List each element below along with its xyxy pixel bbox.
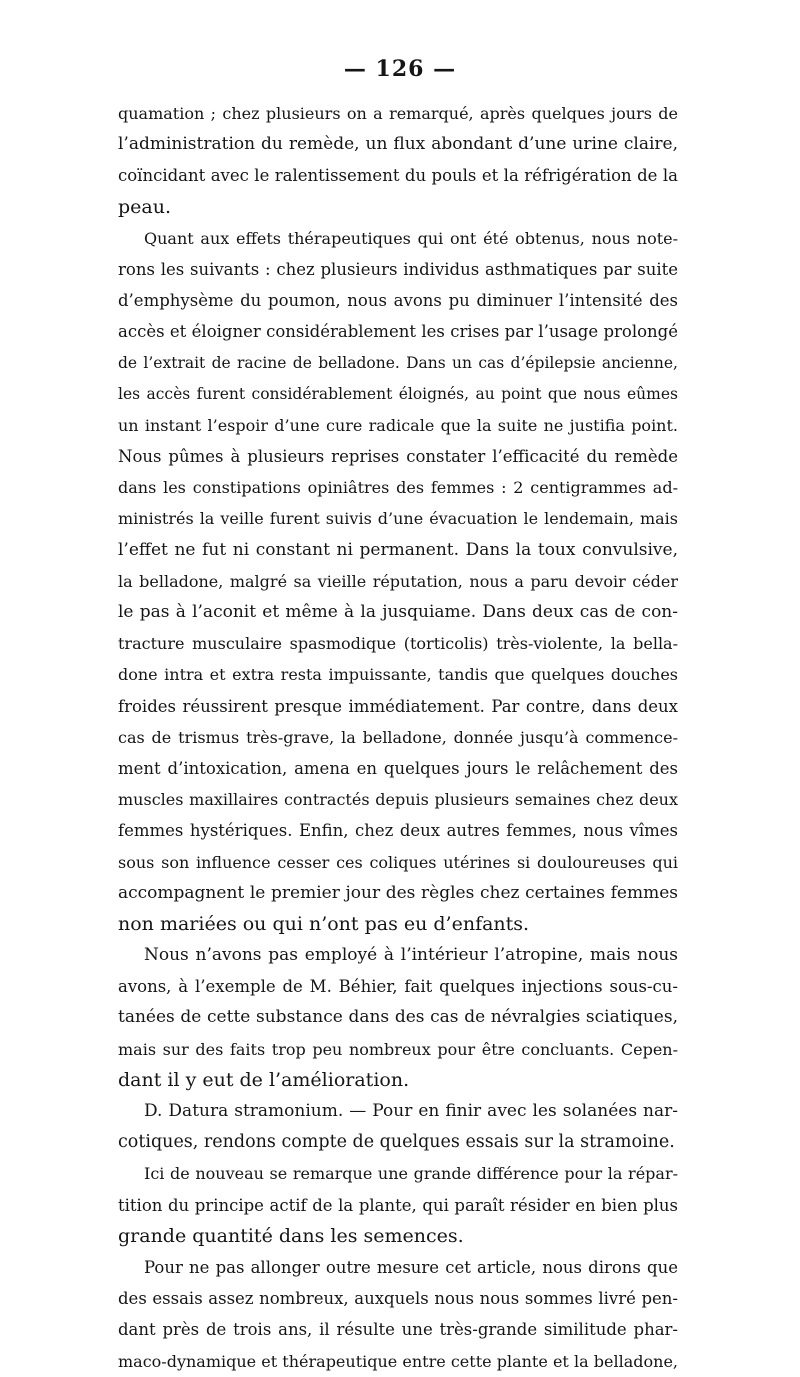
text-line: ment d’intoxication, amena en quelques jours le relâchement des xyxy=(118,758,678,778)
text-line: sous son influence cesser ces coliques utérines si douloureuses qui xyxy=(118,852,678,872)
text-line: cas de trismus très-grave, la belladone, donnée jusqu’à commence- xyxy=(118,727,678,747)
text-line: tanées de cette substance dans des cas de névralgies sciatiques, xyxy=(118,1007,678,1028)
text-line: peau. xyxy=(118,195,172,218)
text-line: l’administration du remède, un flux abondant d’une urine claire, xyxy=(118,134,678,155)
text-line: coïncidant avec le ralentissement du pouls et la réfrigération de la xyxy=(118,166,678,186)
page-number: — 126 — xyxy=(343,56,457,82)
text-line: done intra et extra resta impuissante, tandis que quelques douches xyxy=(118,665,678,685)
text-line: Nous pûmes à plusieurs reprises constater l’efficacité du remède xyxy=(118,447,678,467)
text-line: tracture musculaire spasmodique (torticolis) très-violente, la bella- xyxy=(118,634,678,654)
text-line: dant près de trois ans, il résulte une très-grande similitude phar- xyxy=(118,1320,678,1340)
text-line: Ici de nouveau se remarque une grande différence pour la répar- xyxy=(144,1164,678,1184)
text-line: le pas à l’aconit et même à la jusquiame. Dans deux cas de con- xyxy=(118,602,678,622)
text-line: avons, à l’exemple de M. Béhier, fait quelques injections sous-cu- xyxy=(118,977,678,997)
text-line: D. Datura stramonium. — Pour en finir avec les solanées nar- xyxy=(144,1101,678,1121)
text-line: dans les constipations opiniâtres des femmes : 2 centigrammes ad- xyxy=(118,478,678,498)
text-line: Nous n’avons pas employé à l’intérieur l’atropine, mais nous xyxy=(144,945,678,966)
text-line: accès et éloigner considérablement les crises par l’usage prolongé xyxy=(118,322,678,342)
text-line: grande quantité dans les semences. xyxy=(118,1224,464,1247)
text-line: tition du principe actif de la plante, qui paraît résider en bien plus xyxy=(118,1195,678,1215)
text-line: accompagnent le premier jour des règles chez certaines femmes xyxy=(118,882,678,903)
text-line: dant il y eut de l’amélioration. xyxy=(118,1068,410,1091)
text-line: maco-dynamique et thérapeutique entre cette plante et la belladone, xyxy=(118,1351,678,1371)
text-line: froides réussirent presque immédiatement. Par contre, dans deux xyxy=(118,696,678,716)
text-line: un instant l’espoir d’une cure radicale que la suite ne justifia point. xyxy=(118,415,678,435)
text-line: muscles maxillaires contractés depuis plusieurs semaines chez deux xyxy=(118,790,678,810)
text-line: non mariées ou qui n’ont pas eu d’enfants. xyxy=(118,912,530,935)
text-line: rons les suivants : chez plusieurs individus asthmatiques par suite xyxy=(118,259,678,279)
text-line: quamation ; chez plusieurs on a remarqué, après quelques jours de xyxy=(118,104,678,123)
text-line: Quant aux effets thérapeutiques qui ont été obtenus, nous note- xyxy=(144,228,678,248)
text-line: d’emphysème du poumon, nous avons pu diminuer l’intensité des xyxy=(118,291,678,311)
text-line: l’effet ne fut ni constant ni permanent. Dans la toux convulsive, xyxy=(118,539,678,560)
text-line: les accès furent considérablement éloignés, au point que nous eûmes xyxy=(118,384,678,403)
text-line: mais sur des faits trop peu nombreux pour être concluants. Cepen- xyxy=(118,1039,678,1059)
text-line: ministrés la veille furent suivis d’une évacuation le lendemain, mais xyxy=(118,509,678,529)
text-line: des essais assez nombreux, auxquels nous nous sommes livré pen- xyxy=(118,1289,678,1309)
text-line: de l’extrait de racine de belladone. Dans un cas d’épilepsie ancienne, xyxy=(118,353,678,372)
text-line: femmes hystériques. Enfin, chez deux autres femmes, nous vîmes xyxy=(118,821,678,841)
text-line: la belladone, malgré sa vieille réputation, nous a paru devoir céder xyxy=(118,571,678,591)
text-line: Pour ne pas allonger outre mesure cet article, nous dirons que xyxy=(144,1257,678,1277)
body-text xyxy=(118,98,678,1377)
text-line: cotiques, rendons compte de quelques essais sur la stramoine. xyxy=(118,1132,675,1153)
